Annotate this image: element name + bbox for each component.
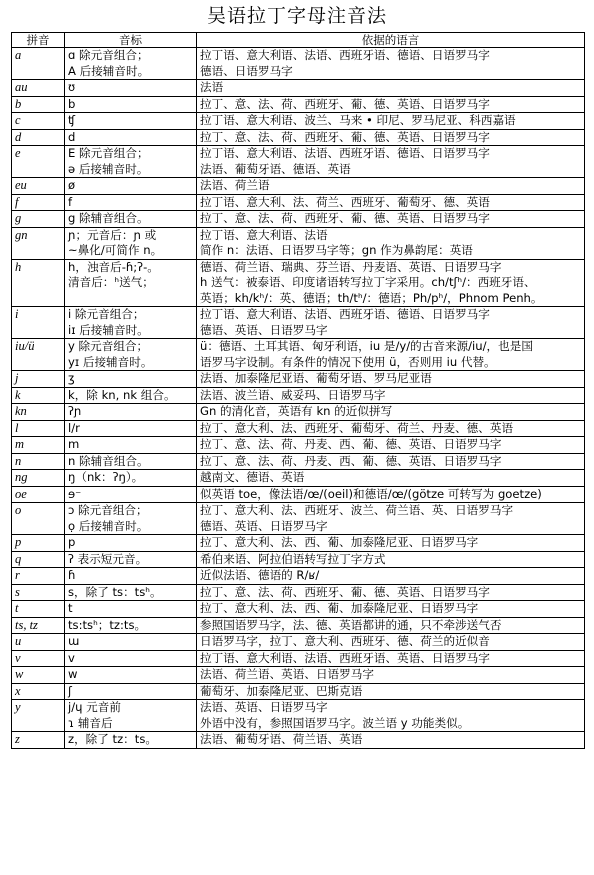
ipa-cell-line: ʧ [68, 113, 76, 127]
pinyin-cell: v [12, 650, 65, 667]
ipa-cell-line: k，除 kn, nk 组合。 [68, 387, 176, 402]
pinyin-cell: r [12, 568, 65, 585]
table-row [12, 420, 585, 437]
languages-cell [197, 634, 585, 651]
ipa-cell-line: ʃ [68, 683, 72, 698]
languages-cell-line: 拉丁语、意大利、法、荷兰、西班牙、葡萄牙、德、英语 [200, 194, 490, 209]
languages-cell-line: ü：德语、土耳其语、匈牙利语，iu 是/y/的古音来源/iu/，也是国 [200, 339, 533, 353]
romanization-table [11, 32, 585, 749]
ipa-cell [65, 387, 197, 404]
languages-cell [197, 48, 585, 80]
table-row [12, 387, 585, 404]
ipa-cell-line: ts:tsʰ；tz:ts。 [68, 617, 147, 632]
languages-cell [197, 650, 585, 667]
languages-cell [197, 568, 585, 585]
languages-cell [197, 700, 585, 732]
languages-cell-line: 拉丁、意大利、法、西班牙、波兰、荷兰语、英、日语罗马字 [200, 503, 514, 517]
ipa-cell-line: j/ɥ 元音前 [68, 700, 121, 714]
table-row [12, 113, 585, 130]
languages-cell-line: 法语、荷兰语、英语、日语罗马字 [200, 667, 374, 681]
ipa-cell [65, 601, 197, 618]
languages-cell-line: 拉丁语、意大利语、法语、西班牙语、德语、日语罗马字 [200, 48, 490, 62]
languages-cell [197, 404, 585, 421]
pinyin-cell: e [12, 146, 65, 178]
ipa-cell-line: ʔ 表示短元音。 [68, 551, 148, 566]
pinyin-cell: m [12, 437, 65, 454]
ipa-cell [65, 259, 197, 307]
pinyin-cell: oe [12, 486, 65, 503]
languages-cell-line: 简作 n：法语、日语罗马字等；gn 作为鼻韵尾：英语 [200, 243, 473, 257]
ipa-cell-line: E 除元音组合； [68, 146, 149, 160]
ipa-cell-line: ʔɲ [68, 404, 82, 418]
ipa-cell [65, 732, 197, 749]
table-row [12, 601, 585, 618]
ipa-cell-line: ~鼻化/可简作 n。 [68, 243, 163, 257]
pinyin-cell: o [12, 503, 65, 535]
ipa-cell-line: ɲ；元音后：ɲ 或 [68, 227, 157, 242]
ipa-cell-line: ɦ [68, 568, 76, 582]
ipa-cell-line: ø [68, 178, 76, 192]
languages-cell [197, 617, 585, 634]
languages-cell [197, 732, 585, 749]
languages-cell [197, 420, 585, 437]
pinyin-cell: au [12, 80, 65, 97]
table-header-row [12, 33, 585, 48]
pinyin-cell: n [12, 453, 65, 470]
pinyin-cell: u [12, 634, 65, 651]
table-row [12, 634, 585, 651]
ipa-cell [65, 683, 197, 700]
ipa-cell-line: n 除辅音组合。 [68, 453, 149, 468]
languages-cell [197, 486, 585, 503]
ipa-cell [65, 129, 197, 146]
languages-cell-line: 法语、加泰隆尼亚语、葡萄牙语、罗马尼亚语 [200, 371, 432, 385]
languages-cell-line: Gn 的清化音，英语有 kn 的近似拼写 [200, 404, 393, 418]
table-row [12, 568, 585, 585]
pinyin-cell: s [12, 584, 65, 601]
table-row [12, 96, 585, 113]
languages-cell [197, 339, 585, 371]
pinyin-cell: eu [12, 178, 65, 195]
ipa-cell [65, 568, 197, 585]
ipa-cell [65, 211, 197, 228]
ipa-cell-line: h，浊音后-ɦ;ʔ-。 [68, 259, 159, 274]
ipa-cell-line: ə 后接辅音时。 [68, 161, 149, 176]
ipa-cell-line: s，除了 ts：tsʰ。 [68, 584, 162, 599]
table-row [12, 178, 585, 195]
languages-cell [197, 387, 585, 404]
ipa-cell [65, 146, 197, 178]
table-row [12, 667, 585, 684]
languages-cell [197, 453, 585, 470]
ipa-cell-line: 清音后：ʰ送气； [68, 275, 154, 289]
languages-cell [197, 96, 585, 113]
pinyin-cell: i [12, 307, 65, 339]
table-row [12, 551, 585, 568]
pinyin-cell: l [12, 420, 65, 437]
languages-cell [197, 437, 585, 454]
table-row [12, 584, 585, 601]
languages-cell-line: 法语、葡萄牙语、德语、英语 [200, 161, 351, 176]
languages-cell [197, 601, 585, 618]
languages-cell-line: 参照国语罗马字，法、德、英语都讲的通，只不牵涉送气否 [200, 617, 502, 632]
languages-cell [197, 259, 585, 307]
pinyin-cell: p [12, 535, 65, 552]
pinyin-cell: c [12, 113, 65, 130]
languages-cell [197, 227, 585, 259]
languages-cell-line: 外语中没有，参照国语罗马字。波兰语 y 功能类似。 [200, 715, 470, 730]
languages-cell-line: 近似法语、德语的 R/ʁ/ [200, 568, 320, 582]
ipa-cell-line: i 除元音组合； [68, 307, 145, 321]
table-row [12, 48, 585, 80]
pinyin-cell: h [12, 259, 65, 307]
ipa-cell [65, 96, 197, 113]
table-row [12, 650, 585, 667]
table-row [12, 453, 585, 470]
languages-cell [197, 683, 585, 700]
ipa-cell-line: ɯ [68, 634, 80, 648]
languages-cell-line: 拉丁、意、法、荷、西班牙、葡、德、英语、日语罗马字 [200, 211, 490, 225]
languages-cell-line: 法语、葡萄牙语、荷兰语、英语 [200, 732, 363, 746]
languages-cell [197, 584, 585, 601]
table-row [12, 437, 585, 454]
ipa-cell [65, 551, 197, 568]
ipa-cell [65, 80, 197, 97]
languages-cell-line: 法语 [200, 80, 224, 94]
ipa-cell-line: v [68, 650, 75, 665]
ipa-cell [65, 617, 197, 634]
languages-cell-line: 拉丁语、意大利语、法语、西班牙语、德语、日语罗马字 [200, 146, 490, 160]
ipa-cell [65, 650, 197, 667]
table-row [12, 617, 585, 634]
languages-cell [197, 371, 585, 388]
languages-cell [197, 146, 585, 178]
ipa-cell [65, 584, 197, 601]
languages-cell-line: 拉丁、意、法、荷、西班牙、葡、德、英语、日语罗马字 [200, 96, 490, 111]
ipa-cell-line: y 除元音组合； [68, 339, 149, 353]
table-row [12, 732, 585, 749]
ipa-cell [65, 307, 197, 339]
ipa-cell-line: ŋ（nk：ʔŋ）。 [68, 470, 144, 484]
languages-cell-line: 拉丁语、意大利语、波兰、马来 • 印尼、罗马尼亚、科西嘉语 [200, 113, 516, 127]
table-body [12, 48, 585, 749]
languages-cell [197, 503, 585, 535]
header-languages: 依据的语言 [197, 33, 585, 48]
ipa-cell-line: b [68, 96, 76, 111]
table-row [12, 404, 585, 421]
languages-cell-line: 拉丁、意、法、荷、西班牙、葡、德、英语、日语罗马字 [200, 129, 490, 144]
ipa-cell-line: ọ 后接辅音时。 [68, 518, 149, 533]
pinyin-cell: ng [12, 470, 65, 487]
ipa-cell [65, 227, 197, 259]
ipa-cell-line: iɪ 后接辅音时。 [68, 322, 149, 337]
languages-cell-line: 越南文、德语、英语 [200, 470, 305, 484]
languages-cell [197, 194, 585, 211]
ipa-cell-line: yɪ 后接辅音时。 [68, 354, 153, 369]
ipa-cell [65, 470, 197, 487]
ipa-cell-line: z，除了 tz：ts。 [68, 732, 157, 746]
pinyin-cell: k [12, 387, 65, 404]
table-row [12, 371, 585, 388]
page-title: 吴语拉丁字母注音法 [206, 5, 387, 27]
languages-cell-line: 拉丁语、意大利语、法语、西班牙语、英语、日语罗马字 [200, 650, 490, 665]
ipa-cell-line: t [68, 601, 73, 615]
ipa-cell [65, 48, 197, 80]
pinyin-cell: t [12, 601, 65, 618]
ipa-cell [65, 453, 197, 470]
pinyin-cell: j [12, 371, 65, 388]
ipa-cell-line: f [68, 194, 73, 209]
ipa-cell-line: ɔ 除元音组合； [68, 503, 148, 517]
pinyin-cell: f [12, 194, 65, 211]
table-row [12, 227, 585, 259]
languages-cell-line: 拉丁、意大利、法、西、葡、加泰隆尼亚、日语罗马字 [200, 601, 479, 615]
table-row [12, 307, 585, 339]
languages-cell-line: 拉丁、意、法、荷、丹麦、西、葡、德、英语、日语罗马字 [200, 453, 502, 468]
languages-cell-line: 拉丁、意、法、荷、西班牙、葡、德、英语、日语罗马字 [200, 584, 490, 599]
table-row [12, 683, 585, 700]
pinyin-cell: g [12, 211, 65, 228]
languages-cell-line: 德语、英语、日语罗马字 [200, 518, 328, 533]
ipa-cell [65, 404, 197, 421]
languages-cell-line: 拉丁语、意大利语、法语、西班牙语、德语、日语罗马字 [200, 307, 490, 321]
pinyin-cell: y [12, 700, 65, 732]
pinyin-cell: d [12, 129, 65, 146]
pinyin-cell: x [12, 683, 65, 700]
languages-cell-line: 语罗马字设制。有条件的情况下使用 ü，否则用 iu 代替。 [200, 354, 496, 369]
ipa-cell-line: ɑ 除元音组合； [68, 48, 149, 62]
ipa-cell [65, 700, 197, 732]
table-row [12, 211, 585, 228]
ipa-cell-line: m [68, 437, 80, 451]
ipa-cell-line: w [68, 667, 78, 681]
languages-cell [197, 535, 585, 552]
languages-cell [197, 211, 585, 228]
languages-cell [197, 551, 585, 568]
languages-cell-line: 拉丁语、意大利语、法语 [200, 227, 328, 242]
table-row [12, 339, 585, 371]
table-row [12, 80, 585, 97]
pinyin-cell: a [12, 48, 65, 80]
table-row [12, 486, 585, 503]
languages-cell-line: 英语；kh/kʰ/：英、德语；th/tʰ/：德语；Ph/pʰ/，Phnom Penh。 [200, 290, 543, 305]
ipa-cell [65, 339, 197, 371]
pinyin-cell: z [12, 732, 65, 749]
ipa-cell [65, 535, 197, 552]
languages-cell-line: 拉丁、意大利、法、西班牙、葡萄牙、荷兰、丹麦、德、英语 [200, 420, 514, 435]
languages-cell-line: 拉丁、意、法、荷、丹麦、西、葡、德、英语、日语罗马字 [200, 437, 502, 451]
pinyin-cell: iu/ü [12, 339, 65, 371]
table-row [12, 503, 585, 535]
languages-cell [197, 667, 585, 684]
languages-cell-line: 德语、荷兰语、瑞典、芬兰语、丹麦语、英语、日语罗马字 [200, 259, 502, 274]
ipa-cell [65, 437, 197, 454]
pinyin-cell: q [12, 551, 65, 568]
languages-cell [197, 80, 585, 97]
languages-cell-line: 拉丁、意大利、法、西、葡、加泰隆尼亚、日语罗马字 [200, 535, 479, 549]
pinyin-cell: gn [12, 227, 65, 259]
ipa-cell-line: l/r [68, 420, 80, 435]
ipa-cell-line: ɘ⁻ [68, 486, 82, 501]
ipa-cell [65, 178, 197, 195]
pinyin-cell: b [12, 96, 65, 113]
table-row [12, 129, 585, 146]
ipa-cell-line: d [68, 129, 76, 144]
languages-cell [197, 113, 585, 130]
languages-cell-line: 法语、荷兰语 [200, 178, 270, 192]
ipa-cell [65, 486, 197, 503]
languages-cell-line: 日语罗马字，拉丁、意大利、西班牙、德、荷兰的近似音 [200, 634, 490, 648]
languages-cell-line: 法语、波兰语、威妥玛、日语罗马字 [200, 387, 386, 402]
languages-cell [197, 470, 585, 487]
ipa-cell [65, 503, 197, 535]
ipa-cell [65, 420, 197, 437]
table-row [12, 700, 585, 732]
languages-cell-line: 德语、日语罗马字 [200, 63, 293, 78]
header-pinyin: 拼音 [12, 33, 65, 48]
languages-cell-line: 希伯来语、阿拉伯语转写拉丁字方式 [200, 551, 386, 566]
ipa-cell [65, 634, 197, 651]
languages-cell-line: 似英语 toe，像法语/œ/(oeil)和德语/œ/(götze 可转写为 goetze) [200, 486, 542, 501]
table-row [12, 259, 585, 307]
ipa-cell-line: ɿ 辅音后 [68, 715, 113, 730]
languages-cell-line: 法语、英语、日语罗马字 [200, 700, 328, 714]
ipa-cell [65, 371, 197, 388]
table-row [12, 194, 585, 211]
pinyin-cell: ts, tz [12, 617, 65, 634]
languages-cell [197, 307, 585, 339]
ipa-cell-line: A 后接辅音时。 [68, 63, 150, 78]
table-row [12, 470, 585, 487]
table-row [12, 535, 585, 552]
languages-cell-line: 葡萄牙、加泰隆尼亚、巴斯克语 [200, 683, 363, 698]
table-row [12, 146, 585, 178]
ipa-cell-line: ʊ [68, 80, 76, 94]
languages-cell-line: h 送气：被泰语、印度诸语转写拉丁字采用。ch/tʃʰ/：西班牙语、 [200, 275, 536, 289]
ipa-cell-line: ʒ [68, 371, 75, 385]
languages-cell [197, 129, 585, 146]
header-ipa: 音标 [65, 33, 197, 48]
ipa-cell [65, 194, 197, 211]
languages-cell-line: 德语、英语、日语罗马字 [200, 322, 328, 337]
languages-cell [197, 178, 585, 195]
ipa-cell-line: p [68, 535, 76, 549]
ipa-cell-line: g 除辅音组合。 [68, 211, 149, 225]
pinyin-cell: w [12, 667, 65, 684]
pinyin-cell: kn [12, 404, 65, 421]
ipa-cell [65, 113, 197, 130]
ipa-cell [65, 667, 197, 684]
